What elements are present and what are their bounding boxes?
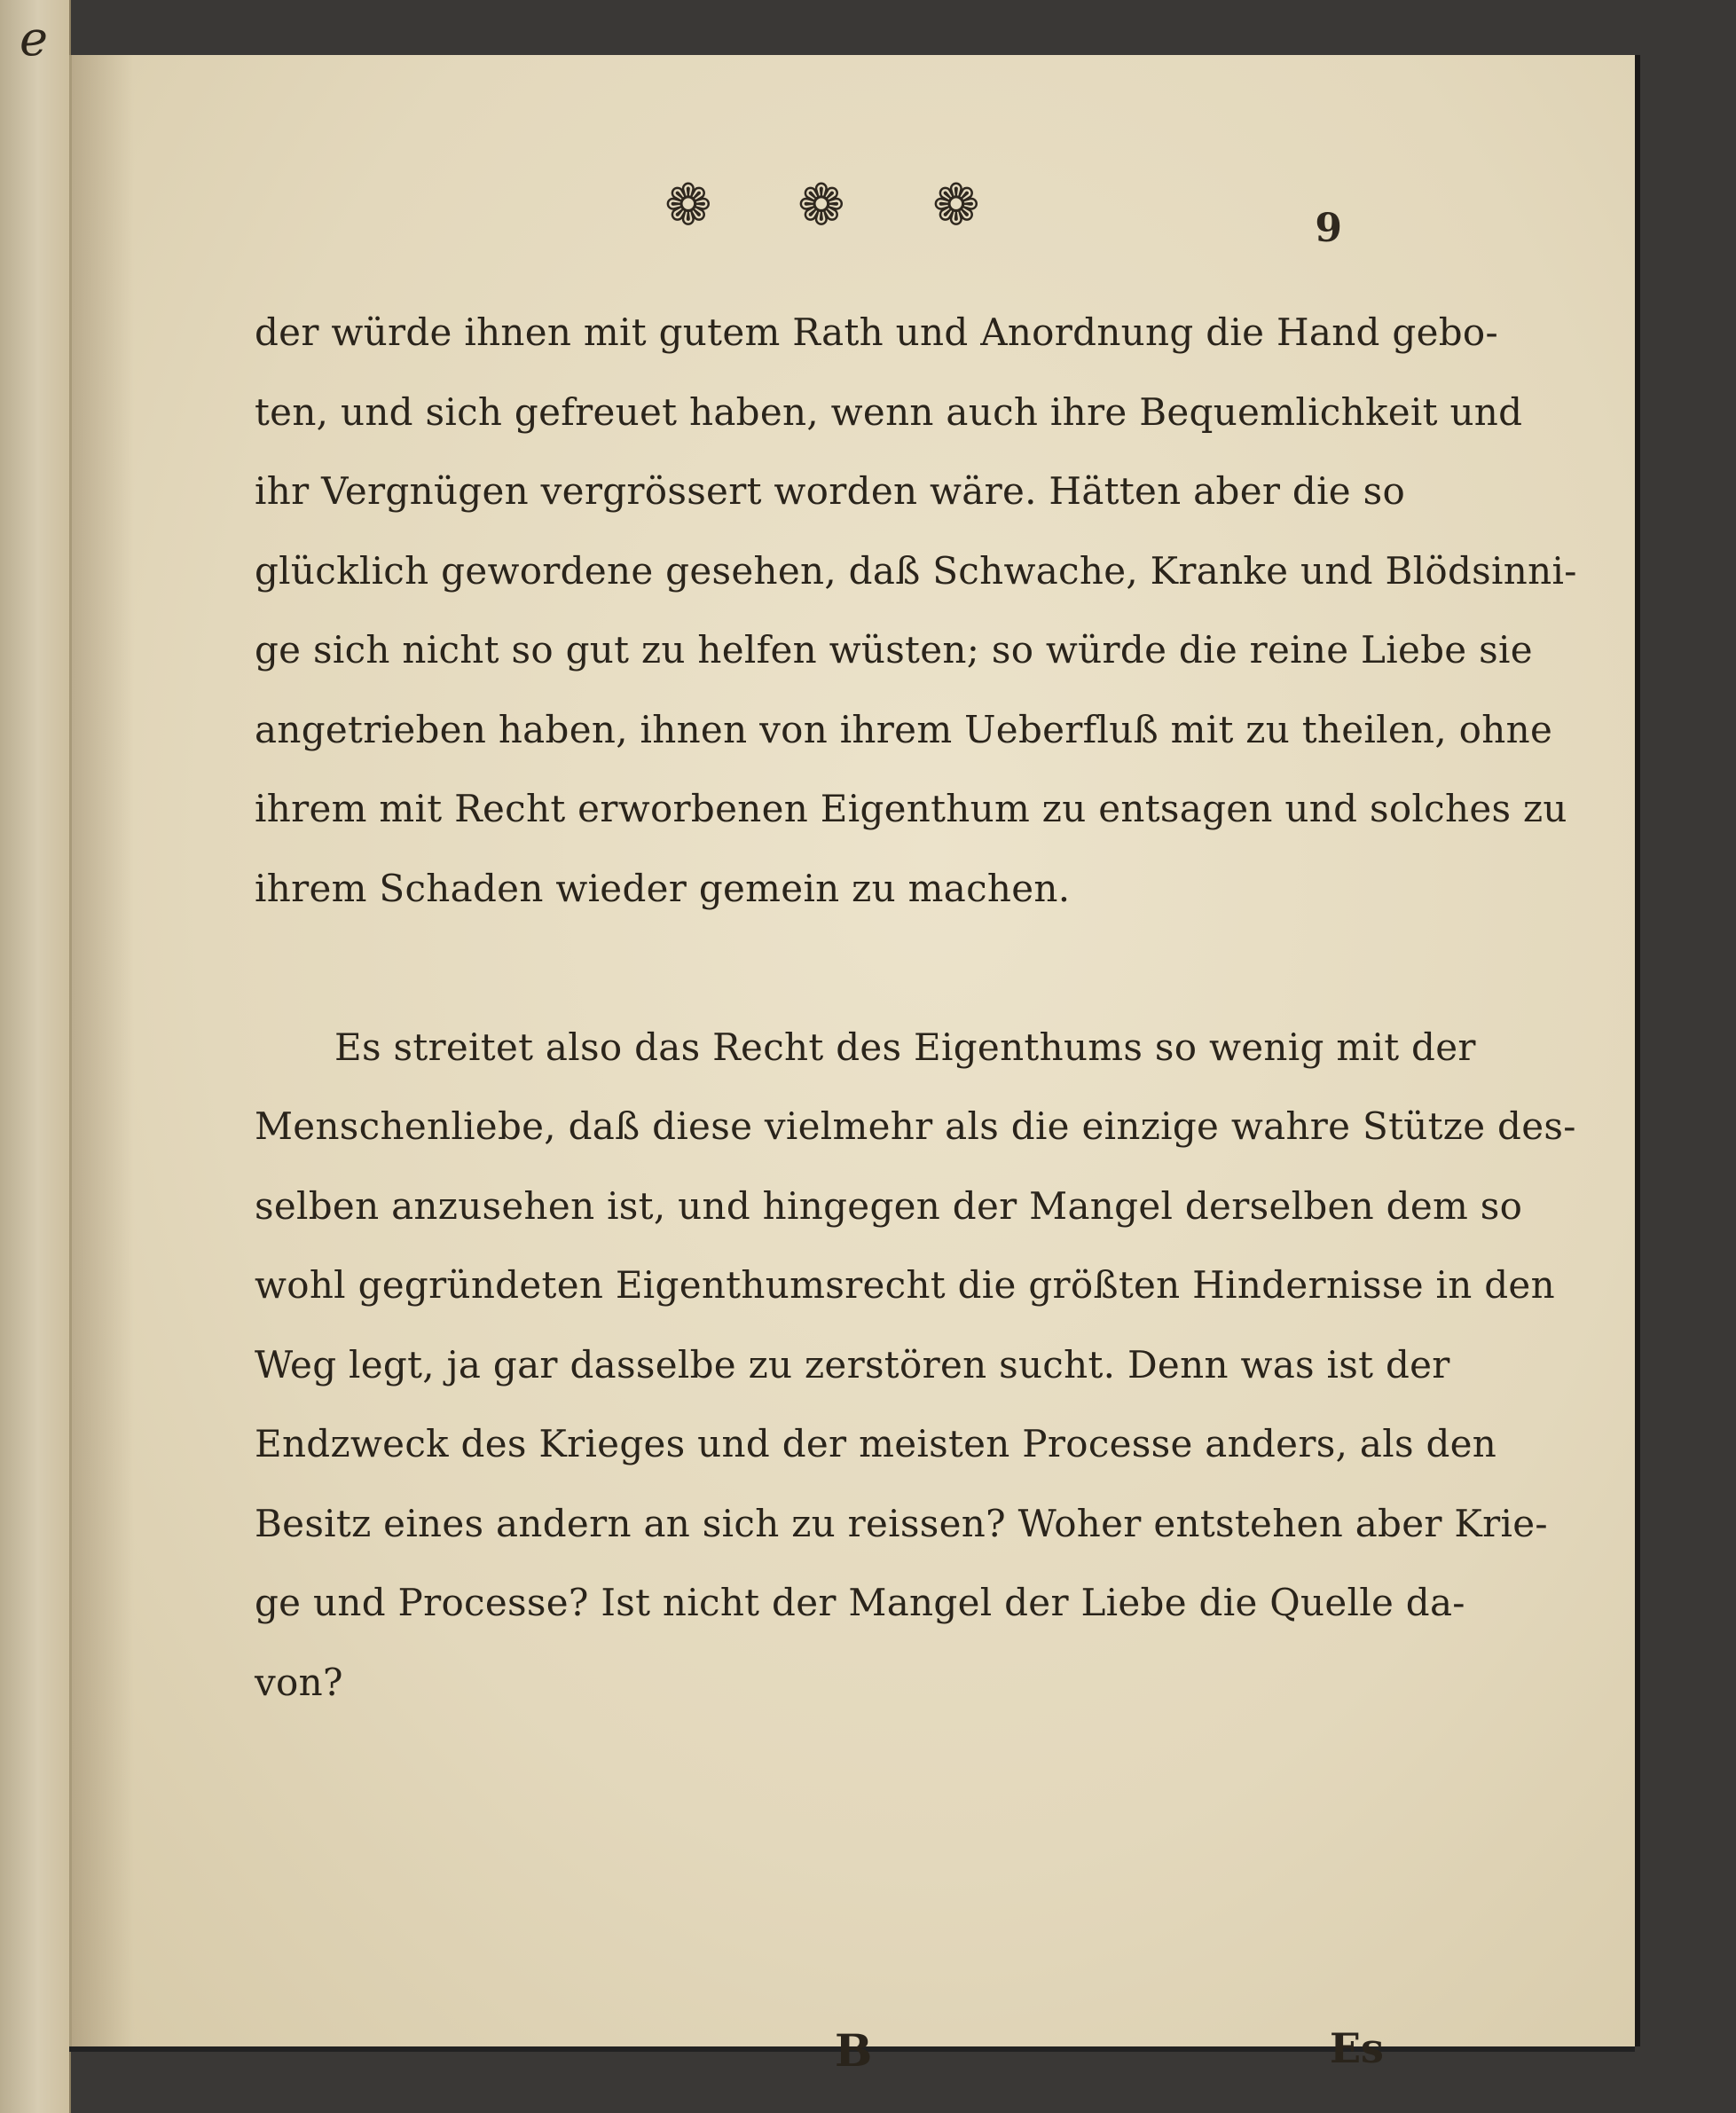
left-page-fragment: e [20, 11, 48, 67]
page-number: 9 [1315, 206, 1342, 251]
text-line: ihrem Schaden wieder gemein zu machen. [255, 866, 1071, 910]
ornament-icon: ❁ [797, 173, 845, 239]
text-line: ihrem mit Recht erworbenen Eigenthum zu entsagen und solches zu [255, 787, 1567, 830]
signature-mark: B [835, 2024, 873, 2077]
text-line: Endzweck des Krieges und der meisten Processe anders, als den [255, 1422, 1497, 1465]
text-line: glücklich gewordene gesehen, daß Schwache, Kranke und Blödsinni- [255, 548, 1577, 593]
text-line: ten, und sich gefreuet haben, wenn auch ihre Bequemlichkeit und [255, 389, 1523, 434]
text-line: Menschenliebe, daß diese vielmehr als die einzige wahre Stütze des- [255, 1104, 1576, 1148]
text-line: Es streitet also das Recht des Eigenthums so wenig mit der [334, 1025, 1476, 1069]
gutter-shadow [72, 55, 134, 2046]
text-line: von? [255, 1660, 343, 1704]
text-line: der würde ihnen mit gutem Rath und Anordnung die Hand gebo- [255, 310, 1498, 354]
catchword: Es [1330, 2024, 1384, 2072]
page-header [72, 170, 1635, 241]
page-footer [72, 2024, 1635, 2086]
text-line: selben anzusehen ist, und hingegen der Mangel derselben dem so [255, 1183, 1523, 1228]
body-text [255, 293, 1577, 1722]
book-page [69, 55, 1635, 2077]
paragraph [255, 1008, 1576, 1723]
ornament-icon: ❁ [932, 173, 980, 239]
text-line: Weg legt, ja gar dasselbe zu zerstören sucht. Denn was ist der [255, 1342, 1450, 1386]
left-page-edge [0, 0, 71, 2113]
paragraph [255, 293, 1577, 928]
text-line: ge und Processe? Ist nicht der Mangel der Liebe die Quelle da- [255, 1581, 1465, 1624]
text-line: ge sich nicht so gut zu helfen wüsten; so würde die reine Liebe sie [255, 628, 1533, 672]
text-line: wohl gegründeten Eigenthumsrecht die größten Hindernisse in den [255, 1263, 1555, 1307]
ornament-icon: ❁ [664, 173, 712, 239]
text-line: ihr Vergnügen vergrössert worden wäre. Hätten aber die so [255, 469, 1406, 513]
text-line: Besitz eines andern an sich zu reissen? Woher entstehen aber Krie- [255, 1501, 1548, 1545]
text-line: angetrieben haben, ihnen von ihrem Ueberfluß mit zu theilen, ohne [255, 707, 1553, 751]
